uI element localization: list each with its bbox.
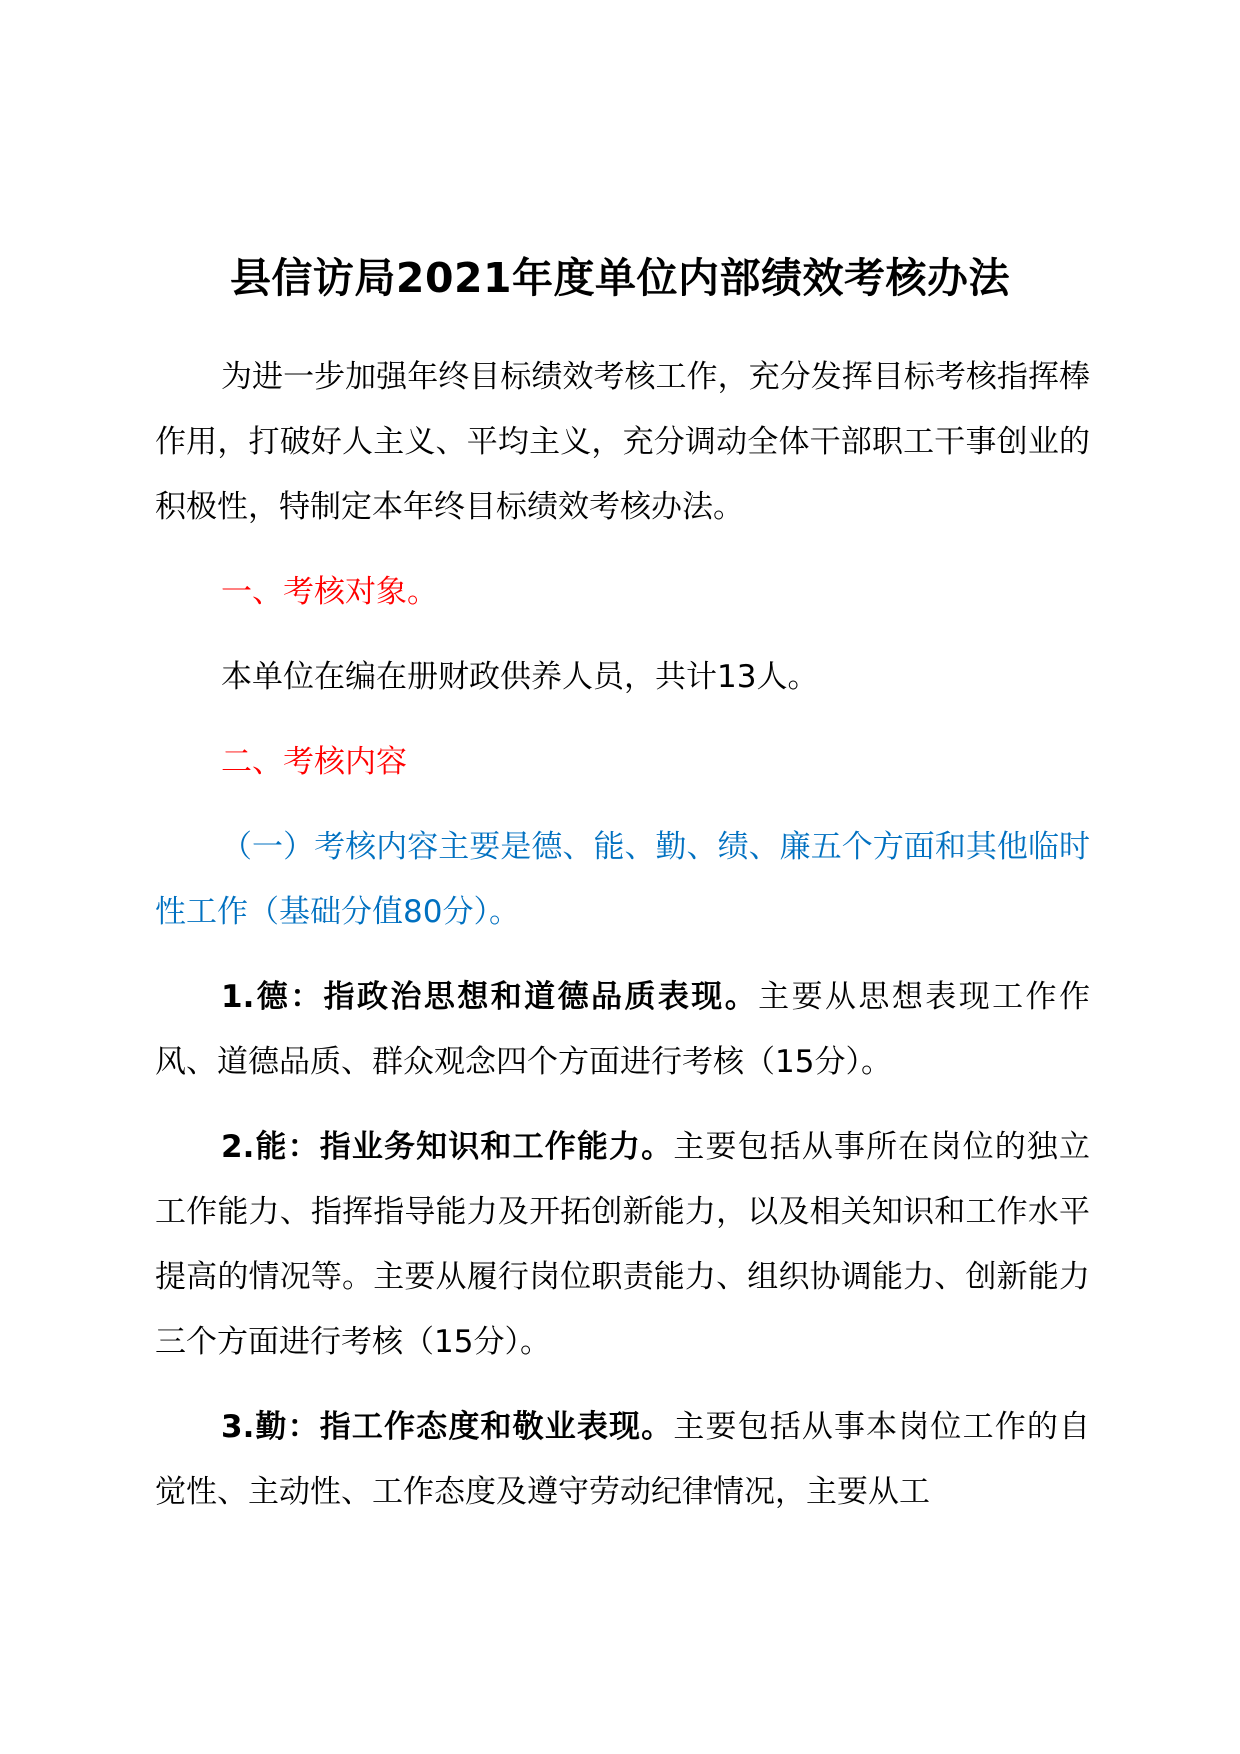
item-1-paragraph bbox=[155, 965, 1090, 1095]
item-3-body: 主要包括从事本岗位工作的自觉性、主动性、工作态度及遵守劳动纪律情况，主要从工 bbox=[155, 1409, 1090, 1510]
section-1-heading: 一、考核对象。 bbox=[221, 574, 438, 610]
item-2-lead: 2.能：指业务知识和工作能力。 bbox=[221, 1129, 674, 1165]
document-body bbox=[155, 345, 1090, 1525]
item-1-lead: 1.德：指政治思想和道德品质表现。 bbox=[221, 979, 759, 1015]
item-2-body: 主要包括从事所在岗位的独立工作能力、指挥指导能力及开拓创新能力，以及相关知识和工作水平提高的情况等。主要从履行岗位职责能力、组织协调能力、创新能力三个方面进行考核（15分）。 bbox=[155, 1129, 1090, 1360]
intro-paragraph: 为进一步加强年终目标绩效考核工作，充分发挥目标考核指挥棒作用，打破好人主义、平均主义，充分调动全体干部职工干事创业的积极性，特制定本年终目标绩效考核办法。 bbox=[155, 359, 1090, 525]
document-title: 县信访局2021年度单位内部绩效考核办法 bbox=[229, 254, 1011, 302]
section-1-body: 本单位在编在册财政供养人员，共计13人。 bbox=[221, 659, 819, 695]
item-1-body: 主要从思想表现工作作风、道德品质、群众观念四个方面进行考核（15分）。 bbox=[155, 979, 1090, 1080]
item-3-lead: 3.勤：指工作态度和敬业表现。 bbox=[221, 1409, 674, 1445]
section-2-heading: 二、考核内容 bbox=[221, 744, 407, 780]
item-3-paragraph bbox=[155, 1395, 1090, 1525]
item-2-paragraph bbox=[155, 1115, 1090, 1375]
section-2-subheading-1: （一）考核内容主要是德、能、勤、绩、廉五个方面和其他临时性工作（基础分值80分）。 bbox=[155, 829, 1090, 930]
